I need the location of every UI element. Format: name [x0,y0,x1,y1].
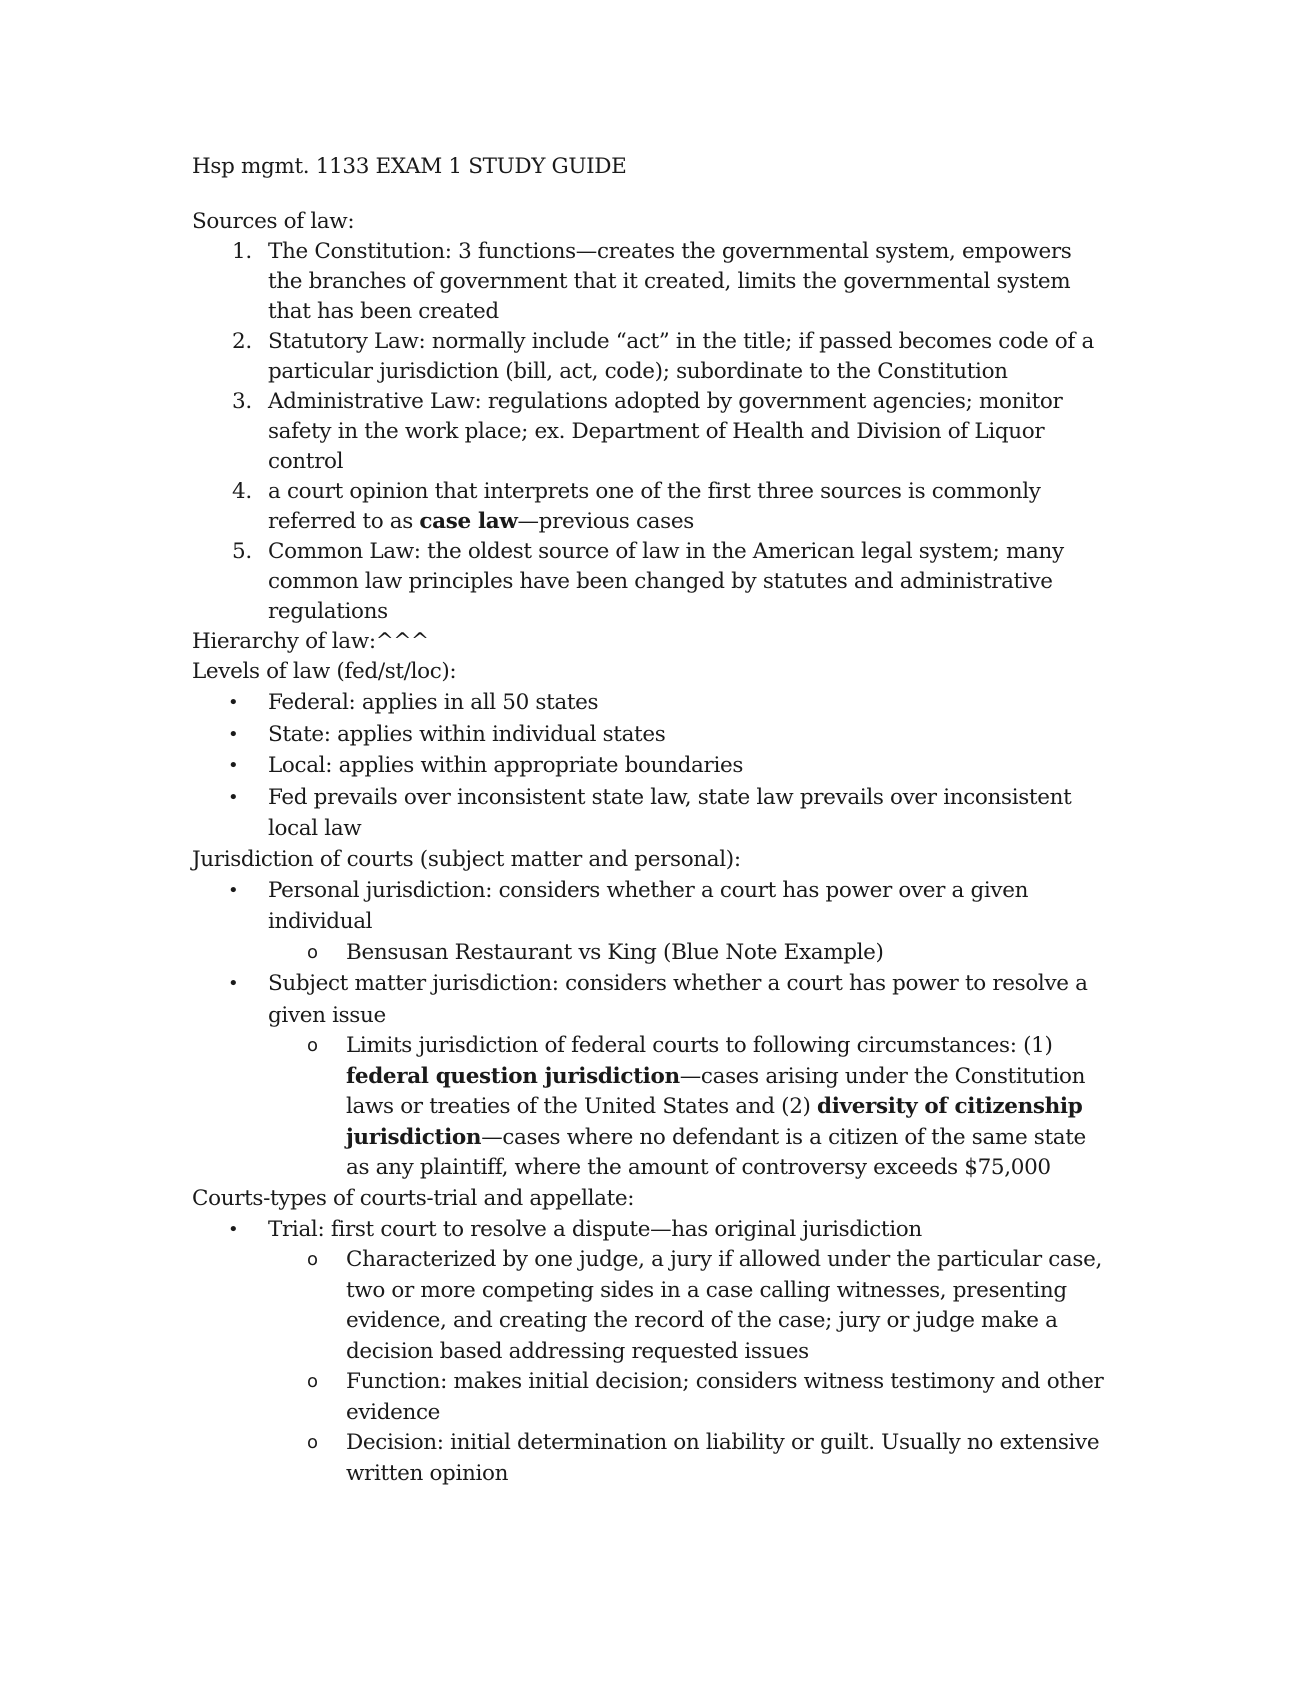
list-item [192,537,1106,627]
list-item [192,968,1106,1031]
list-item [192,875,1106,938]
sub-list-item [192,938,1106,969]
list-number: 5. [232,539,252,564]
list-item [192,477,1106,537]
sub-bullet-icon: o [307,1432,318,1453]
list-item-text: Federal: applies in all 50 states [268,690,599,715]
bullet-icon: • [228,786,239,808]
bold-term: case law [419,509,518,534]
courts-list [192,1214,1106,1246]
list-item [192,1214,1106,1246]
list-item-text: Function: makes initial decision; considers witness testimony and other evidence [346,1369,1104,1425]
list-item-text: Fed prevails over inconsistent state law, state law prevails over inconsistent local law [268,784,1072,841]
sub-bullet-icon: o [307,1371,318,1392]
list-item-text: Trial: first court to resolve a dispute—has original jurisdiction [268,1216,922,1242]
jurisdiction-list-2 [192,968,1106,1031]
list-number: 1. [232,239,252,264]
jurisdiction-list [192,875,1106,938]
jurisdiction-heading: Jurisdiction of courts (subject matter and personal): [192,846,741,872]
list-item-text: Bensusan Restaurant vs King (Blue Note Example) [346,939,884,965]
list-item-text: Characterized by one judge, a jury if allowed under the particular case, two or more competing sides in a case calling witnesses, presenting evidence, and creating the record of the case; jury or judge make a decision based addressing requested issues [346,1247,1102,1364]
sub-bullet-icon: o [307,941,318,963]
list-number: 2. [232,329,252,354]
bullet-icon: • [228,723,239,745]
bold-term: diversity of citizenship jurisdiction [346,1094,1083,1150]
bullet-icon: • [228,879,239,901]
subject-sublist [192,1031,1106,1184]
trial-sublist [192,1245,1106,1489]
list-item-text: State: applies within individual states [268,721,666,747]
levels-heading: Levels of law (fed/st/loc): [192,659,457,684]
sub-bullet-icon: o [307,1249,318,1270]
sources-heading: Sources of law: [192,209,355,234]
list-item [192,387,1106,477]
list-item-text: Limits jurisdiction of federal courts to following circumstances: (1) [346,1033,1053,1058]
levels-list [192,687,1106,845]
hierarchy-heading: Hierarchy of law:^^^ [192,629,429,654]
bold-term: federal question jurisdiction [346,1063,680,1089]
bullet-icon: • [228,755,239,776]
list-item-text: Administrative Law: regulations adopted by government agencies; monitor safety in the work place; ex. Department of Health and Division of Liquor control [268,389,1063,474]
list-item-text: Local: applies within appropriate boundaries [268,753,744,778]
list-item-text: Common Law: the oldest source of law in the American legal system; many common law principles have been changed by statutes and administrative regulations [268,539,1064,624]
list-item-text: Decision: initial determination on liability or guilt. Usually no extensive written opinion [346,1430,1100,1486]
list-item [192,782,1106,845]
list-item [192,719,1106,751]
list-item [192,327,1106,387]
list-item-text: Subject matter jurisdiction: considers whether a court has power to resolve a given issue [268,971,1088,1028]
bullet-icon: • [228,1218,239,1240]
list-number: 4. [232,479,252,504]
list-item-text: The Constitution: 3 functions—creates the governmental system, empowers the branches of government that it created, limits the governmental system that has been created [268,239,1072,324]
list-item-text: —previous cases [517,509,694,534]
list-item [192,750,1106,782]
sub-list-item [192,1245,1106,1367]
list-item [192,687,1106,719]
sources-list [192,237,1106,627]
bullet-icon: • [228,973,239,994]
courts-heading: Courts-types of courts-trial and appellate: [192,1185,635,1211]
list-item-text: —cases where no defendant is a citizen of the same state as any plaintiff, where the amount of controversy exceeds $75,000 [346,1124,1086,1180]
sub-bullet-icon: o [307,1035,318,1056]
document-title: Hsp mgmt. 1133 EXAM 1 STUDY GUIDE [192,154,627,179]
list-item-text: a court opinion that interprets one of the first three sources is commonly referred to as [268,479,1041,534]
list-item [192,237,1106,327]
sub-list-item [192,1031,1106,1184]
bullet-icon: • [228,692,239,713]
sub-list-item [192,1367,1106,1428]
list-number: 3. [232,389,252,414]
list-item-text: —cases arising under the Constitution laws or treaties of the United States and (2) [346,1063,1086,1119]
list-item-text: Statutory Law: normally include “act” in the title; if passed becomes code of a particular jurisdiction (bill, act, code); subordinate to the Constitution [268,329,1094,384]
personal-sublist [192,938,1106,969]
sub-list-item [192,1428,1106,1489]
list-item-text: Personal jurisdiction: considers whether a court has power over a given individual [268,877,1029,934]
